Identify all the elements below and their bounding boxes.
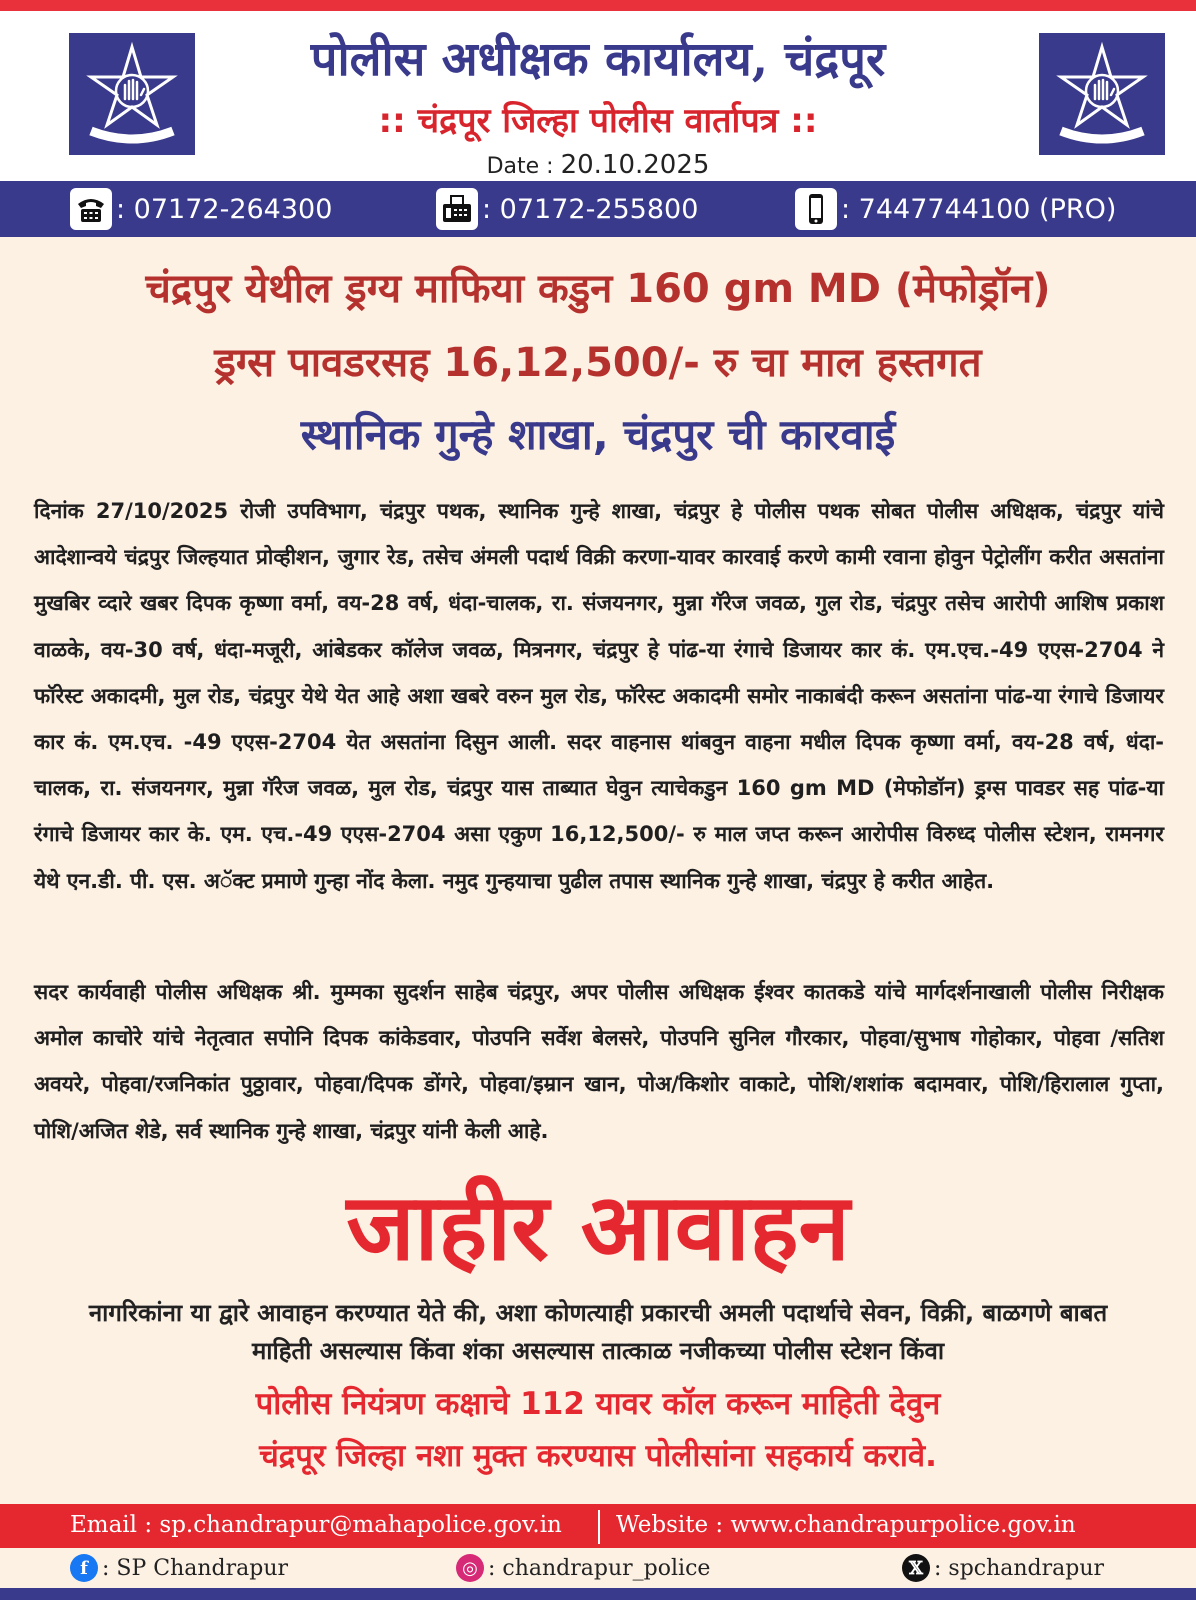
footer-divider bbox=[598, 1510, 600, 1544]
news-paragraph-2: सदर कार्यवाही पोलीस अधिक्षक श्री. मुम्मका सुदर्शन साहेब चंद्रपुर, अपर पोलीस अधिक्षक ईश्वर कातकडे यांचे मार्गदर्शनाखाली पोलीस निरीक्षक अमोल काचोरे यांचे नेतृत्वात सपोनि दिपक कांकेडवार, पोउपनि सर्वेश बेलसरे, पोउपनि सुनिल गौरकार, पोहवा/सुभाष गोहोकार, पोहवा /सतिश अवयरे, पोहवा/रजनिकांत पुठ्ठावार, पोहवा/दिपक डोंगरे, पोहवा/इम्रान खान, पोअ/किशोर वाकाटे, पोशि/शशांक बदामवार, पोशि/हिरालाल गुप्ता, पोशि/अजित शेडे, सर्व स्थानिक गुन्हे शाखा, चंद्रपुर यांनी केली आहे. bbox=[34, 980, 1164, 1143]
bulletin-title: :: चंद्रपूर जिल्हा पोलीस वार्तापत्र :: bbox=[378, 101, 818, 141]
appeal-text: नागरिकांना या द्वारे आवाहन करण्यात येते की, अशा कोणत्याही प्रकारची अमली पदार्थाचे सेवन, विक्री, बाळगणे बाबत माहिती असल्यास किंवा शंका असल्यास तात्काळ नजीकच्या पोलीस स्टेशन किंवा bbox=[88, 1299, 1108, 1365]
appeal-highlight-line-2: चंद्रपूर जिल्हा नशा मुक्त करण्यास पोलीसांना सहकार्य करावे. bbox=[259, 1438, 937, 1474]
footer-contact-bar bbox=[0, 1504, 1196, 1548]
headline-line-2: ड्रग्स पावडरसह 16,12,500/- रु चा माल हस्तगत bbox=[214, 340, 982, 386]
headline-line-3: स्थानिक गुन्हे शाखा, चंद्रपुर ची कारवाई bbox=[300, 410, 896, 459]
social-facebook[interactable] bbox=[70, 1554, 288, 1582]
date-value: 20.10.2025 bbox=[560, 150, 710, 180]
email-link[interactable]: Email : sp.chandrapur@mahapolice.gov.in bbox=[70, 1512, 562, 1538]
social-row bbox=[0, 1548, 1196, 1588]
fax-icon bbox=[436, 188, 478, 230]
social-x[interactable] bbox=[902, 1554, 1104, 1582]
date-label: Date : bbox=[486, 154, 554, 179]
contact-bar bbox=[0, 181, 1196, 237]
contact-mobile[interactable] bbox=[795, 187, 1116, 231]
facebook-handle: : SP Chandrapur bbox=[102, 1555, 289, 1581]
fax-number: : 07172-255800 bbox=[482, 193, 699, 225]
appeal-highlight bbox=[60, 1378, 1136, 1482]
x-handle: : spchandrapur bbox=[934, 1555, 1105, 1581]
instagram-handle: : chandrapur_police bbox=[488, 1555, 711, 1581]
facebook-icon: f bbox=[70, 1554, 98, 1582]
contact-telephone[interactable] bbox=[70, 187, 332, 231]
headline-line-1: चंद्रपुर येथील ड्रग्य माफिया कडुन 160 gm MD (मेफोड्रॉन) bbox=[145, 266, 1051, 312]
bottom-navy-strip bbox=[0, 1588, 1196, 1600]
date-line bbox=[220, 150, 976, 182]
appeal-title: जाहीर आवाहन bbox=[346, 1174, 850, 1281]
telephone-number: : 07172-264300 bbox=[116, 193, 333, 225]
police-emblem-icon bbox=[69, 33, 195, 155]
x-twitter-icon: 𝕏 bbox=[902, 1554, 930, 1582]
instagram-icon: ◎ bbox=[456, 1554, 484, 1582]
police-emblem-icon bbox=[1039, 33, 1165, 155]
contact-fax[interactable] bbox=[436, 187, 698, 231]
header bbox=[0, 11, 1196, 181]
top-red-strip bbox=[0, 0, 1196, 11]
mobile-phone-icon bbox=[795, 188, 837, 230]
website-link[interactable]: Website : www.chandrapurpolice.gov.in bbox=[616, 1512, 1076, 1538]
news-paragraph-1: दिनांक 27/10/2025 रोजी उपविभाग, चंद्रपुर पथक, स्थानिक गुन्हे शाखा, चंद्रपुर हे पोलीस पथक सोबत पोलीस अधिक्षक, चंद्रपुर यांचे आदेशान्वये चंद्रपुर जिल्हयात प्रोव्हीशन, जुगार रेड, तसेच अंमली पदार्थ विक्री करणा-यावर कारवाई करणे कामी रवाना होवुन पेट्रोलींग करीत असतांना मुखबिर व्दारे खबर दिपक कृष्णा वर्मा, वय-28 वर्ष, धंदा-चालक, रा. संजयनगर, मुन्ना गॅरेज जवळ, गुल रोड, चंद्रपुर तसेच आरोपी आशिष प्रकाश वाळके, वय-30 वर्ष, धंदा-मजूरी, आंबेडकर कॉलेज जवळ, मित्रनगर, चंद्रपुर हे पांढ-या रंगाचे डिजायर कार कं. एम.एच.-49 एएस-2704 ने फॉरेस्ट अकादमी, मुल रोड, चंद्रपुर येथे येत आहे अशा खबरे वरुन मुल रोड, फॉरेस्ट अकादमी समोर नाकाबंदी करून असतांना पांढ-या रंगाचे डिजायर कार कं. एम.एच. -49 एएस-2704 येत असतांना दिसुन आली. सदर वाहनास थांबवुन वाहना मधील दिपक कृष्णा वर्मा, वय-28 वर्ष, धंदा-चालक, रा. संजयनगर, मुन्ना गॅरेज जवळ, मुल रोड, चंद्रपुर यास ताब्यात घेवुन त्याचेकडुन 160 gm MD (मेफोडॉन) ड्रग्स पावडर सह पांढ-या रंगाचे डिजायर कार के. एम. एच.-49 एएस-2704 असा एकुण 16,12,500/- रु माल जप्त करून आरोपीस विरुध्द पोलीस स्टेशन, रामनगर येथे एन.डी. पी. एस. अॅक्ट प्रमाणे गुन्हा नोंद केला. नमुद गुन्हयाचा पुढील तपास स्थानिक गुन्हे शाखा, चंद्रपुर हे करीत आहेत. bbox=[34, 499, 1164, 893]
appeal-highlight-line-1: पोलीस नियंत्रण कक्षाचे 112 यावर कॉल करून माहिती देवुन bbox=[255, 1386, 941, 1422]
office-title: पोलीस अधीक्षक कार्यालय, चंद्रपूर bbox=[310, 32, 886, 87]
social-instagram[interactable] bbox=[456, 1554, 710, 1582]
mobile-number: : 7447744100 (PRO) bbox=[841, 193, 1117, 225]
telephone-icon bbox=[70, 188, 112, 230]
